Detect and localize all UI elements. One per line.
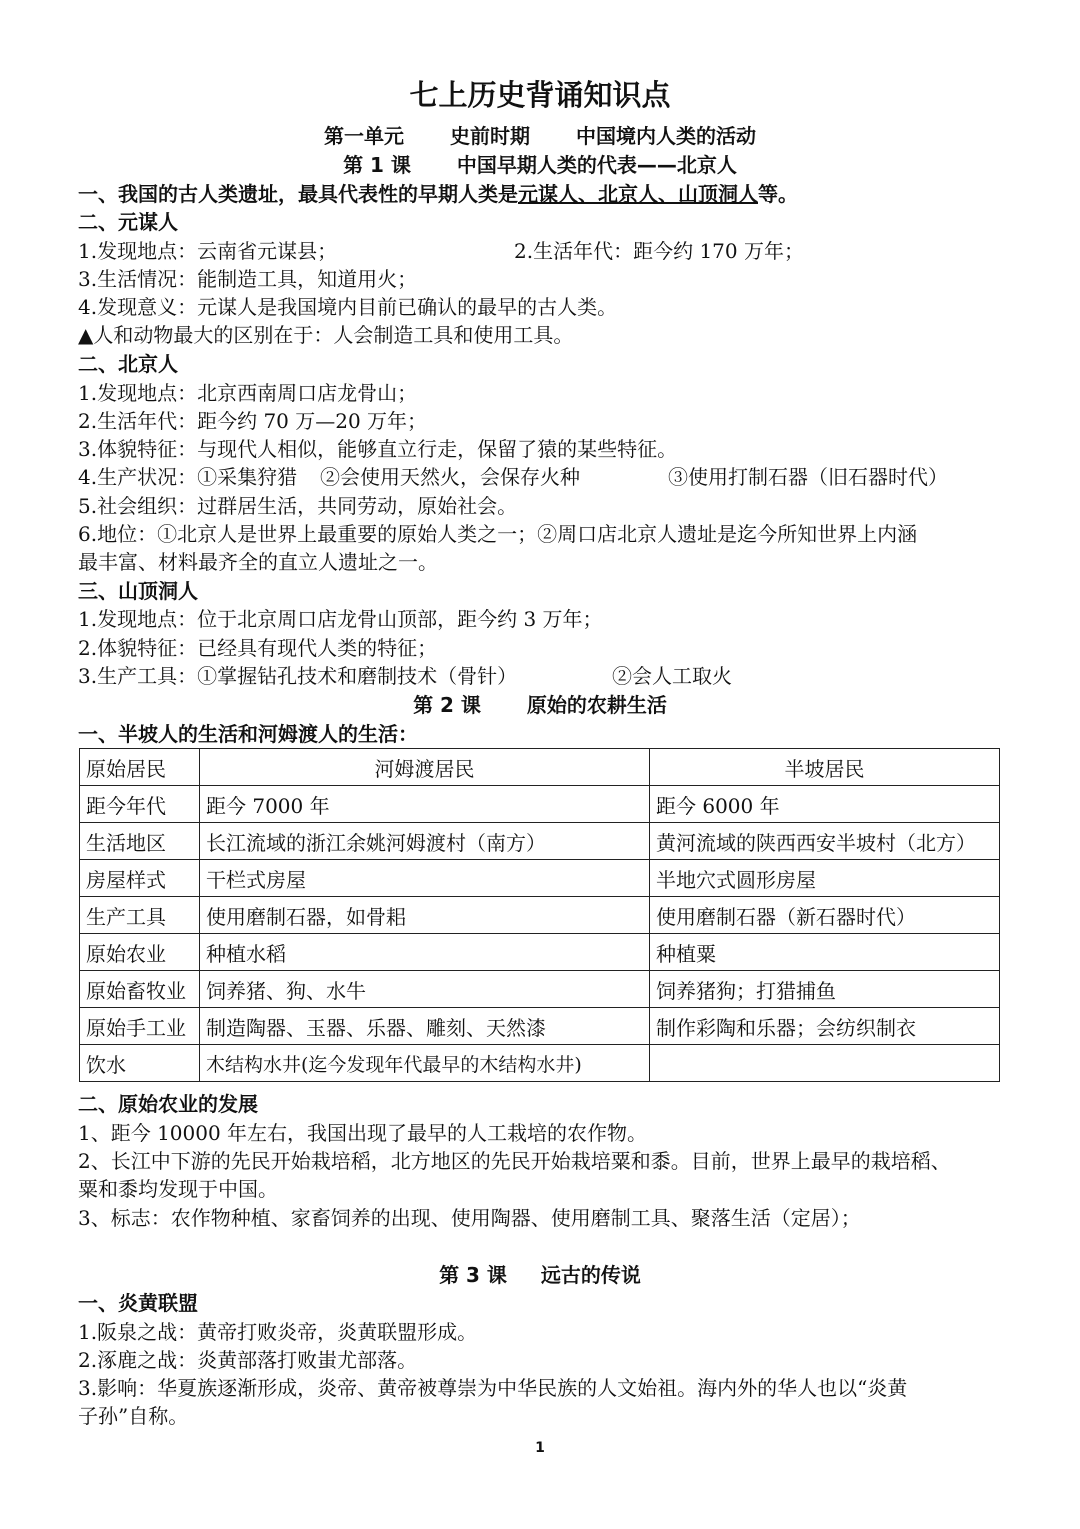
- sdd-3a: 3.生产工具：①掌握钻孔技术和磨制技术（骨针）: [78, 664, 518, 688]
- lesson2-num: 第 2 课: [413, 693, 481, 717]
- table-row: [80, 823, 1000, 860]
- table-cell: [650, 1045, 1000, 1082]
- yuanmou-1a: 1.发现地点：云南省元谋县；: [78, 239, 338, 263]
- beijing-line-5: 5.社会组织：过群居生活，共同劳动，原始社会。: [78, 494, 518, 518]
- yuanmou-heading: 二、元谋人: [78, 210, 178, 234]
- yuanmou-1b: 2.生活年代：距今约 170 万年；: [514, 239, 804, 263]
- beijing-line-1: 1.发现地点：北京西南周口店龙骨山；: [78, 381, 418, 405]
- table-row: [80, 1008, 1000, 1045]
- table-row: [80, 786, 1000, 823]
- table-cell: 房屋样式: [80, 860, 200, 897]
- table-cell: 黄河流域的陕西西安半坡村（北方）: [650, 823, 1000, 860]
- lesson1-intro: [78, 181, 1010, 207]
- intro-underlined: 元谋人、北京人、山顶洞人: [518, 182, 758, 206]
- lesson3-para-3b: 子孙”自称。: [78, 1404, 189, 1428]
- lesson1-num: 第 1 课: [343, 153, 411, 177]
- table-cell: 距今 6000 年: [650, 786, 1000, 823]
- intro-prefix: 一、我国的古人类遗址，最具代表性的早期人类是: [78, 182, 518, 206]
- table-header-cell: 原始居民: [80, 749, 200, 786]
- table-cell: 饲养猪狗；打猎捕鱼: [650, 971, 1000, 1008]
- unit-heading: [0, 123, 1080, 149]
- table-cell: 饮水: [80, 1045, 200, 1082]
- yuanmou-line-1: [78, 238, 1010, 264]
- table-cell: 半地穴式圆形房屋: [650, 860, 1000, 897]
- table-cell: 生产工具: [80, 897, 200, 934]
- unit-topic: 中国境内人类的活动: [576, 124, 756, 148]
- lesson3-name: 远古的传说: [540, 1263, 641, 1287]
- page-number: 1: [535, 1440, 545, 1456]
- table-cell: 生活地区: [80, 823, 200, 860]
- table-row: [80, 934, 1000, 971]
- beijing-heading: 二、北京人: [78, 352, 178, 376]
- table-row: [80, 860, 1000, 897]
- shandingdong-line-1: 1.发现地点：位于北京周口店龙骨山顶部，距今约 3 万年；: [78, 607, 603, 631]
- lesson3-section-1: 一、炎黄联盟: [78, 1291, 198, 1315]
- shandingdong-line-2: 2.体貌特征：已经具有现代人类的特征；: [78, 636, 438, 660]
- lesson2-name: 原始的农耕生活: [526, 693, 667, 717]
- beijing-4c: ③使用打制石器（旧石器时代）: [668, 465, 948, 489]
- intro-suffix: 等。: [758, 182, 798, 206]
- table-cell: 木结构水井(迄今发现年代最早的木结构水井): [200, 1045, 650, 1082]
- yuanmou-note: ▲人和动物最大的区别在于：人会制造工具和使用工具。: [78, 323, 574, 347]
- sdd-3b: ②会人工取火: [612, 664, 732, 688]
- table-cell: 长江流域的浙江余姚河姆渡村（南方）: [200, 823, 650, 860]
- lesson3-num: 第 3 课: [439, 1263, 507, 1287]
- table-header-cell: 半坡居民: [650, 749, 1000, 786]
- lesson2-section-2: 二、原始农业的发展: [78, 1092, 258, 1116]
- table-cell: 使用磨制石器（新石器时代）: [650, 897, 1000, 934]
- shandingdong-heading: 三、山顶洞人: [78, 579, 198, 603]
- yuanmou-line-3: 3.生活情况：能制造工具，知道用火；: [78, 267, 418, 291]
- table-row: [80, 971, 1000, 1008]
- table-cell: 使用磨制石器，如骨耜: [200, 897, 650, 934]
- lesson2-para-3: 3、标志：农作物种植、家畜饲养的出现、使用陶器、使用磨制工具、聚落生活（定居）；: [78, 1206, 861, 1230]
- beijing-line-4: [78, 464, 1010, 490]
- lesson2-para-2b: 粟和黍均发现于中国。: [78, 1177, 278, 1201]
- lesson2-para-2a: 2、长江中下游的先民开始栽培稻，北方地区的先民开始栽培粟和黍。目前，世界上最早的栽培稻、: [78, 1149, 951, 1173]
- table-cell: 制造陶器、玉器、乐器、雕刻、天然漆: [200, 1008, 650, 1045]
- shandingdong-line-3: [78, 663, 1010, 689]
- table-cell: 距今年代: [80, 786, 200, 823]
- lesson2-heading: [0, 692, 1080, 718]
- lesson3-heading: [0, 1262, 1080, 1288]
- lesson2-para-1: 1、距今 10000 年左右，我国出现了最早的人工栽培的农作物。: [78, 1121, 648, 1145]
- comparison-table: [79, 748, 1000, 1082]
- beijing-4b: ②会使用天然火，会保存火种: [320, 465, 580, 489]
- page-title: 七上历史背诵知识点: [409, 78, 671, 112]
- lesson1-name: 中国早期人类的代表——北京人: [456, 153, 737, 177]
- table-row: [80, 1045, 1000, 1082]
- table-cell: 种植水稻: [200, 934, 650, 971]
- yuanmou-line-4: 4.发现意义：元谋人是我国境内目前已确认的最早的古人类。: [78, 295, 618, 319]
- unit-period: 史前时期: [450, 124, 530, 148]
- beijing-line-2: 2.生活年代：距今约 70 万—20 万年；: [78, 409, 428, 433]
- table-header-cell: 河姆渡居民: [200, 749, 650, 786]
- beijing-line-6b: 最丰富、材料最齐全的直立人遗址之一。: [78, 550, 438, 574]
- table-cell: 距今 7000 年: [200, 786, 650, 823]
- beijing-line-6a: 6.地位：①北京人是世界上最重要的原始人类之一；②周口店北京人遗址是迄今所知世界上内涵: [78, 522, 918, 546]
- lesson3-para-3a: 3.影响：华夏族逐渐形成，炎帝、黄帝被尊崇为中华民族的人文始祖。海内外的华人也以“炎黄: [78, 1376, 908, 1400]
- beijing-line-3: 3.体貌特征：与现代人相似，能够直立行走，保留了猿的某些特征。: [78, 437, 678, 461]
- lesson3-para-2: 2.涿鹿之战：炎黄部落打败蚩尤部落。: [78, 1348, 418, 1372]
- beijing-4a: 4.生产状况：①采集狩猎: [78, 465, 298, 489]
- table-cell: 原始农业: [80, 934, 200, 971]
- table-cell: 原始手工业: [80, 1008, 200, 1045]
- table-cell: 制作彩陶和乐器；会纺织制衣: [650, 1008, 1000, 1045]
- lesson3-para-1: 1.阪泉之战：黄帝打败炎帝，炎黄联盟形成。: [78, 1320, 478, 1344]
- table-header-row: [80, 749, 1000, 786]
- table-cell: 种植粟: [650, 934, 1000, 971]
- table-cell: 饲养猪、狗、水牛: [200, 971, 650, 1008]
- unit-label: 第一单元: [324, 124, 404, 148]
- table-row: [80, 897, 1000, 934]
- lesson1-heading: [0, 152, 1080, 178]
- table-cell: 原始畜牧业: [80, 971, 200, 1008]
- table-cell: 干栏式房屋: [200, 860, 650, 897]
- lesson2-section-1: 一、半坡人的生活和河姆渡人的生活：: [78, 722, 418, 746]
